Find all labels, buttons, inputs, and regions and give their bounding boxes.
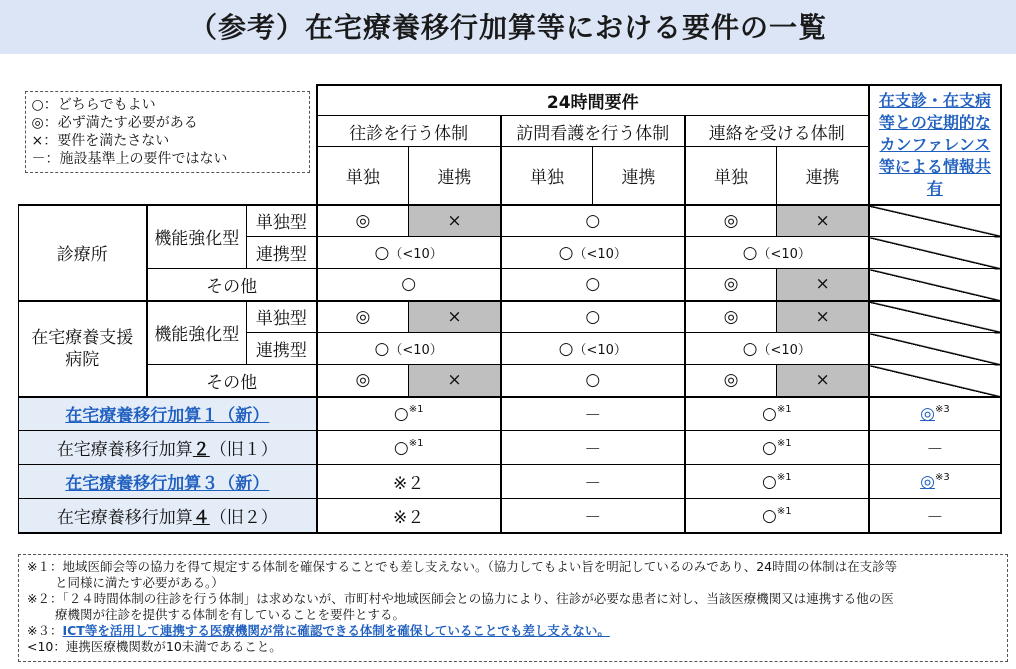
header-oushin: 往診を行う体制 <box>317 116 501 147</box>
row-kinou: 機能強化型 <box>147 205 247 269</box>
cell-cross: × <box>777 301 869 333</box>
cell-cross: × <box>777 365 869 397</box>
row-clinic: 診療所 <box>19 205 147 301</box>
legend-item: －：施設基準上の要件ではない <box>31 151 228 167</box>
cell-cross: × <box>777 269 869 301</box>
cell-cross: × <box>409 205 501 237</box>
header-tandoku: 単独 <box>317 147 409 205</box>
cell-double: ◎ <box>317 205 409 237</box>
cell-dash: － <box>501 465 685 499</box>
header-tandoku: 単独 <box>501 147 593 205</box>
cell-circle-note1: ○$^{※1}$ <box>685 465 869 499</box>
footnotes <box>18 554 1008 662</box>
footnote-3: ※３：ICT等を活用して連携する医療機関が常に確認できる体制を確保していることでも差し支えない。 <box>27 623 610 638</box>
cell-double: ◎ <box>685 269 777 301</box>
page-title: （参考）在宅療養移行加算等における要件の一覧 <box>188 11 827 44</box>
cell-dash: － <box>501 431 685 465</box>
cell-circle: ○ <box>501 205 685 237</box>
cell-circle: ○ <box>501 301 685 333</box>
cell-cross: × <box>777 205 869 237</box>
legend-item: ○：どちらでもよい <box>31 97 156 113</box>
cell-circle: ○ <box>317 269 501 301</box>
header-renkei: 連携 <box>777 147 869 205</box>
legend-cell <box>19 85 317 205</box>
row-tandoku-type: 単独型 <box>247 205 317 237</box>
addition-3-label: 在宅療養移行加算３（新） <box>19 465 317 499</box>
cell-diagonal <box>869 333 1001 365</box>
cell-circle-lt10: ○（<10） <box>685 333 869 365</box>
legend-item: ◎：必ず満たす必要がある <box>31 115 198 131</box>
cell-circle-note1: ○$^{※1}$ <box>685 499 869 533</box>
row-renkei-type: 連携型 <box>247 237 317 269</box>
cell-double: ◎ <box>317 365 409 397</box>
cell-double-note3: ◎$^{※3}$ <box>869 397 1001 431</box>
cell-circle-note1: ○$^{※1}$ <box>685 397 869 431</box>
header-renkei: 連携 <box>593 147 685 205</box>
footnote-2: ※２：「２４時間体制の往診を行う体制」は求めないが、市町村や地域医師会との協力により、往診が必要な患者に対し、当該医療機関又は連携する他の医 <box>27 591 894 606</box>
cell-circle-note1: ○$^{※1}$ <box>317 431 501 465</box>
cell-double: ◎ <box>685 205 777 237</box>
footnote-1-cont: と同様に満たす必要がある。） <box>55 575 224 590</box>
cell-double-note3: ◎$^{※3}$ <box>869 465 1001 499</box>
cell-diagonal <box>869 365 1001 397</box>
cell-note2: ※２ <box>317 499 501 533</box>
cell-circle-lt10: ○（<10） <box>317 333 501 365</box>
cell-double: ◎ <box>317 301 409 333</box>
cell-circle-note1: ○$^{※1}$ <box>685 431 869 465</box>
cell-cross: × <box>409 301 501 333</box>
cell-dash: － <box>869 499 1001 533</box>
cell-circle: ○ <box>501 269 685 301</box>
row-renkei-type: 連携型 <box>247 333 317 365</box>
row-other: その他 <box>147 269 317 301</box>
cell-diagonal <box>869 269 1001 301</box>
cell-diagonal <box>869 205 1001 237</box>
cell-double: ◎ <box>685 301 777 333</box>
footnote-4: <10：連携医療機関数が10未満であること。 <box>27 639 282 654</box>
header-renraku: 連絡を受ける体制 <box>685 116 869 147</box>
header-renkei: 連携 <box>409 147 501 205</box>
cell-note2: ※２ <box>317 465 501 499</box>
cell-double: ◎ <box>685 365 777 397</box>
cell-dash: － <box>869 431 1001 465</box>
addition-4-label: 在宅療養移行加算４（旧２） <box>19 499 317 533</box>
footnote-1: ※１：地域医師会等の協力を得て規定する体制を確保することでも差し支えない。（協力してもよい旨を明記しているのみであり、24時間の体制は在支診等 <box>27 559 898 574</box>
cell-circle-lt10: ○（<10） <box>317 237 501 269</box>
legend <box>25 91 310 173</box>
row-kinou: 機能強化型 <box>147 301 247 365</box>
header-tandoku: 単独 <box>685 147 777 205</box>
cell-circle-lt10: ○（<10） <box>501 237 685 269</box>
header-24h: 24時間要件 <box>317 85 869 116</box>
cell-circle: ○ <box>501 365 685 397</box>
addition-2-label: 在宅療養移行加算２（旧１） <box>19 431 317 465</box>
cell-dash: － <box>501 499 685 533</box>
cell-diagonal <box>869 237 1001 269</box>
cell-cross: × <box>409 365 501 397</box>
cell-diagonal <box>869 301 1001 333</box>
legend-item: ×：要件を満たさない <box>31 133 170 149</box>
cell-circle-lt10: ○（<10） <box>501 333 685 365</box>
row-other: その他 <box>147 365 317 397</box>
header-shared-info: 在支診・在支病等との定期的なカンファレンス等による情報共有 <box>869 85 1001 205</box>
addition-1-label: 在宅療養移行加算１（新） <box>19 397 317 431</box>
footnote-2-cont: 療機関が往診を提供する体制を有していることを要件とする。 <box>55 607 406 622</box>
requirements-table <box>18 84 1002 534</box>
cell-circle-note1: ○$^{※1}$ <box>317 397 501 431</box>
cell-dash: － <box>501 397 685 431</box>
header-houmon: 訪問看護を行う体制 <box>501 116 685 147</box>
cell-circle-lt10: ○（<10） <box>685 237 869 269</box>
row-tandoku-type: 単独型 <box>247 301 317 333</box>
row-hospital: 在宅療養支援 病院 <box>19 301 147 397</box>
